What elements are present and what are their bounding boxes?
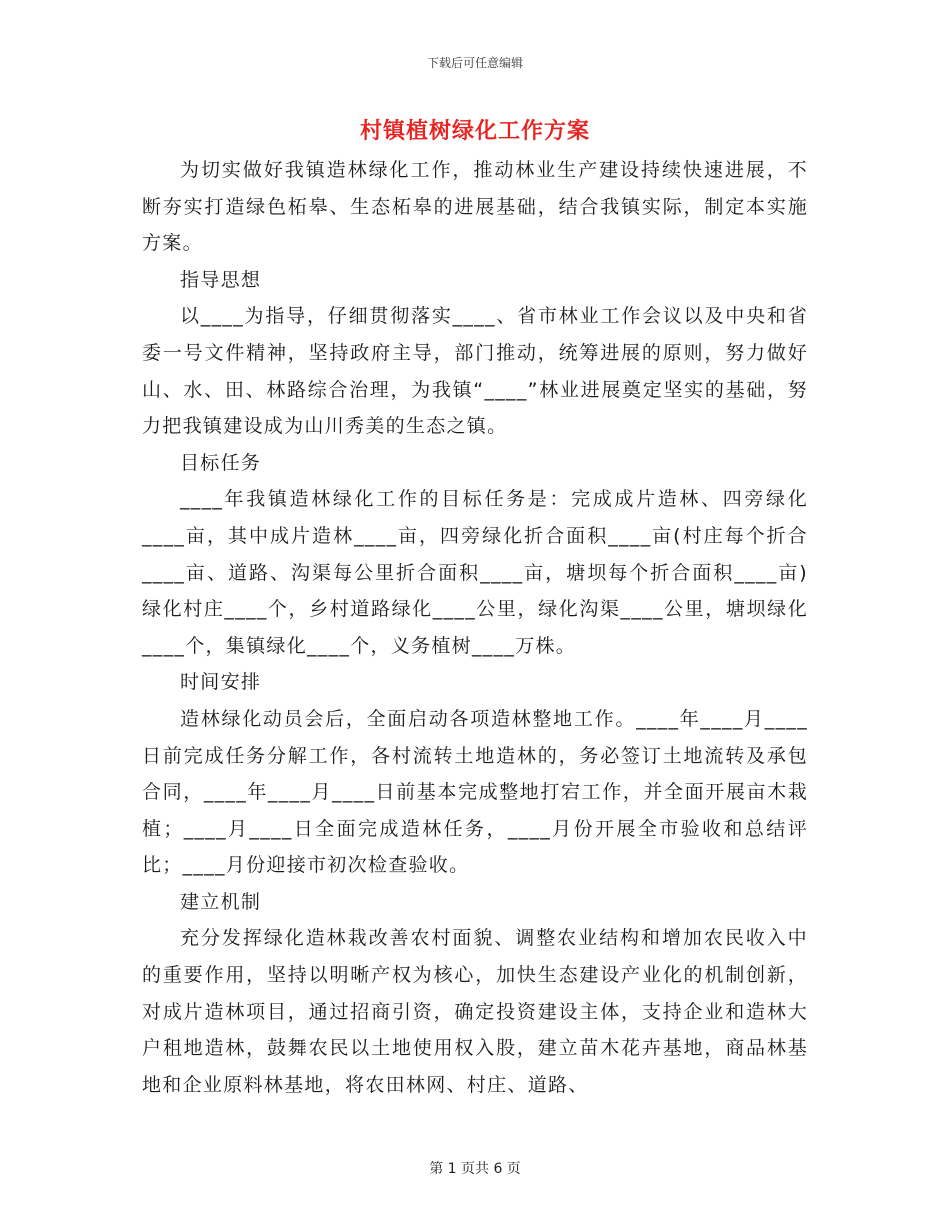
intro-paragraph: 为切实做好我镇造林绿化工作，推动林业生产建设持续快速进展，不断夯实打造绿色柘皋、生态柘皋的进展基础，结合我镇实际，制定本实施方案。 [142, 159, 808, 255]
section-heading-mechanism: 建立机制 [180, 890, 262, 913]
section-heading-schedule: 时间安排 [180, 671, 262, 694]
document-title: 村镇植树绿化工作方案 [359, 119, 590, 144]
section-body-targets: ____年我镇造林绿化工作的目标任务是：完成成片造林、四旁绿化____亩，其中成片造林____亩，四旁绿化折合面积____亩(村庄每个折合____亩、道路、沟渠每公里折合面积____亩，塘坝每个折合面积____亩)绿化村庄____个，乡村道路绿化____公里，绿化沟渠____公里，塘坝绿化____个，集镇绿化____个，义务植树____万株。 [142, 488, 808, 657]
page-number: 第 1 页共 6 页 [429, 1161, 521, 1177]
header-note: 下载后可任意编辑 [426, 56, 523, 70]
section-heading-targets: 目标任务 [180, 451, 262, 474]
section-body-guiding-ideology: 以____为指导，仔细贯彻落实____、省市林业工作会议以及中央和省委一号文件精神，坚持政府主导，部门推动，统筹进展的原则，努力做好山、水、田、林路综合治理，为我镇“____”林业进展奠定坚实的基础，努力把我镇建设成为山川秀美的生态之镇。 [142, 305, 808, 438]
document-body [142, 152, 808, 1103]
section-body-schedule: 造林绿化动员会后，全面启动各项造林整地工作。____年____月____日前完成任务分解工作，各村流转土地造林的，务必签订土地流转及承包合同，____年____月____日前基本完成整地打宕工作，并全面开展亩木栽植；____月____日全面完成造林任务，____月份开展全市验收和总结评比；____月份迎接市初次检查验收。 [142, 707, 808, 877]
section-body-mechanism: 充分发挥绿化造林栽改善农村面貌、调整农业结构和增加农民收入中的重要作用，坚持以明晰产权为核心，加快生态建设产业化的机制创新，对成片造林项目，通过招商引资，确定投资建设主体，支持企业和造林大户租地造林，鼓舞农民以土地使用权入股，建立苗木花卉基地，商品林基地和企业原料林基地，将农田林网、村庄、道路、 [142, 927, 808, 1096]
section-heading-guiding-ideology: 指导思想 [180, 268, 262, 291]
